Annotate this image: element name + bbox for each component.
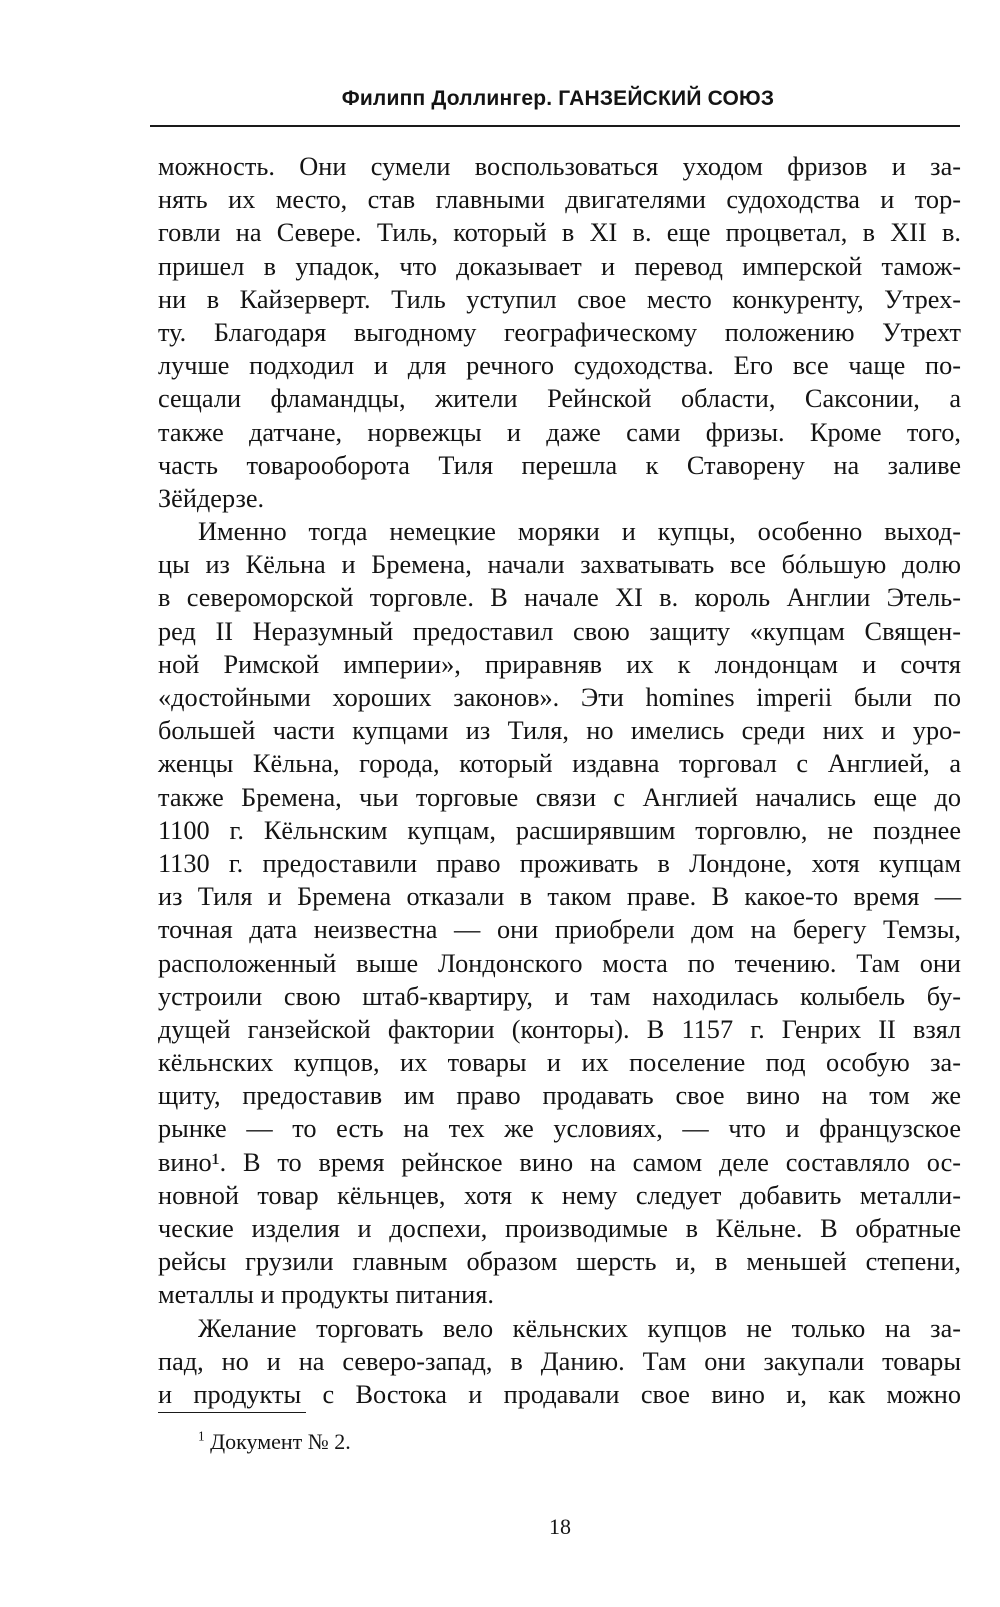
body-text xyxy=(158,150,961,1411)
text-line: рынке — то есть на тех же условиях, — что и французское xyxy=(158,1114,961,1144)
text-line: цы из Кёльна и Бремена, начали захватывать все бóльшую долю xyxy=(158,550,961,580)
text-line: ред II Неразумный предоставил свою защиту «купцам Священ- xyxy=(158,616,961,646)
running-header: Филипп Доллингер. ГАНЗЕЙСКИЙ СОЮЗ xyxy=(341,87,775,110)
text-line: в североморской торговле. В начале XI в. король Англии Этель- xyxy=(158,583,961,613)
text-line: также Бремена, чьи торговые связи с Англией начались еще до xyxy=(158,782,961,812)
text-line: дущей ганзейской фактории (конторы). В 1157 г. Генрих II взял xyxy=(158,1014,961,1044)
text-line: говли на Севере. Тиль, который в XI в. еще процветал, в XII в. xyxy=(158,218,961,248)
text-line: новной товар кёльнцев, хотя к нему следует добавить металли- xyxy=(158,1180,961,1210)
footnote xyxy=(198,1428,351,1456)
text-line: Зёйдерзе. xyxy=(158,483,265,513)
text-line: кёльнских купцов, их товары и их поселение под особую за- xyxy=(158,1048,961,1078)
text-line: 1130 г. предоставили право проживать в Лондоне, хотя купцам xyxy=(158,848,961,878)
text-line: сещали фламандцы, жители Рейнской области, Саксонии, а xyxy=(158,384,961,414)
text-line: металлы и продукты питания. xyxy=(158,1280,494,1310)
text-line: «достойными хороших законов». Эти homines imperii были по xyxy=(158,683,961,712)
text-line: также датчане, норвежцы и даже сами фризы. Кроме того, xyxy=(158,417,961,447)
footnote-text: Документ № 2. xyxy=(210,1429,351,1454)
text-line: точная дата неизвестна — они приобрели дом на берегу Темзы, xyxy=(158,915,961,945)
text-line: часть товарооборота Тиля перешла к Ставорену на заливе xyxy=(158,450,961,480)
text-line: 1100 г. Кёльнским купцам, расширявшим торговлю, не позднее xyxy=(158,815,961,845)
text-line: щиту, предоставив им право продавать свое вино на том же xyxy=(158,1081,961,1111)
text-line: большей части купцами из Тиля, но имелись среди них и уро- xyxy=(158,716,961,746)
text-line: Именно тогда немецкие моряки и купцы, особенно выход- xyxy=(198,517,961,547)
text-line: рейсы грузили главным образом шерсть и, в меньшей степени, xyxy=(158,1247,961,1277)
text-line: вино¹. В то время рейнское вино на самом деле составляло ос- xyxy=(158,1147,961,1177)
text-line: ни в Кайзерверт. Тиль уступил свое место конкуренту, Утрех- xyxy=(158,284,961,314)
text-line: женцы Кёльна, города, который издавна торговал с Англией, а xyxy=(158,749,961,779)
page-number: 18 xyxy=(549,1514,571,1539)
text-line: пришел в упадок, что доказывает и перевод имперской тамож- xyxy=(158,251,961,281)
text-line: ческие изделия и доспехи, производимые в Кёльне. В обратные xyxy=(158,1214,961,1243)
text-line: лучше подходил и для речного судоходства. Его все чаще по- xyxy=(158,351,961,381)
text-line: Желание торговать вело кёльнских купцов не только на за- xyxy=(198,1313,961,1343)
text-line: из Тиля и Бремена отказали в таком праве. В какое-то время — xyxy=(158,882,961,912)
text-line: можность. Они сумели воспользоваться уходом фризов и за- xyxy=(158,152,961,181)
footnote-marker: 1 xyxy=(198,1428,205,1444)
footnote-rule xyxy=(158,1412,306,1413)
text-line: расположенный выше Лондонского моста по течению. Там они xyxy=(158,948,961,978)
text-line: ной Римской империи», приравняв их к лондонцам и сочтя xyxy=(158,649,961,679)
text-line: устроили свою штаб-квартиру, и там находилась колыбель бу- xyxy=(158,981,961,1011)
text-line: ту. Благодаря выгодному географическому положению Утрехт xyxy=(158,317,961,347)
text-line: и продукты с Востока и продавали свое вино и, как можно xyxy=(158,1379,961,1409)
text-line: пад, но и на северо-запад, в Данию. Там они закупали товары xyxy=(158,1346,961,1376)
header-rule xyxy=(150,125,960,127)
text-line: нять их место, став главными двигателями судоходства и тор- xyxy=(158,185,961,215)
